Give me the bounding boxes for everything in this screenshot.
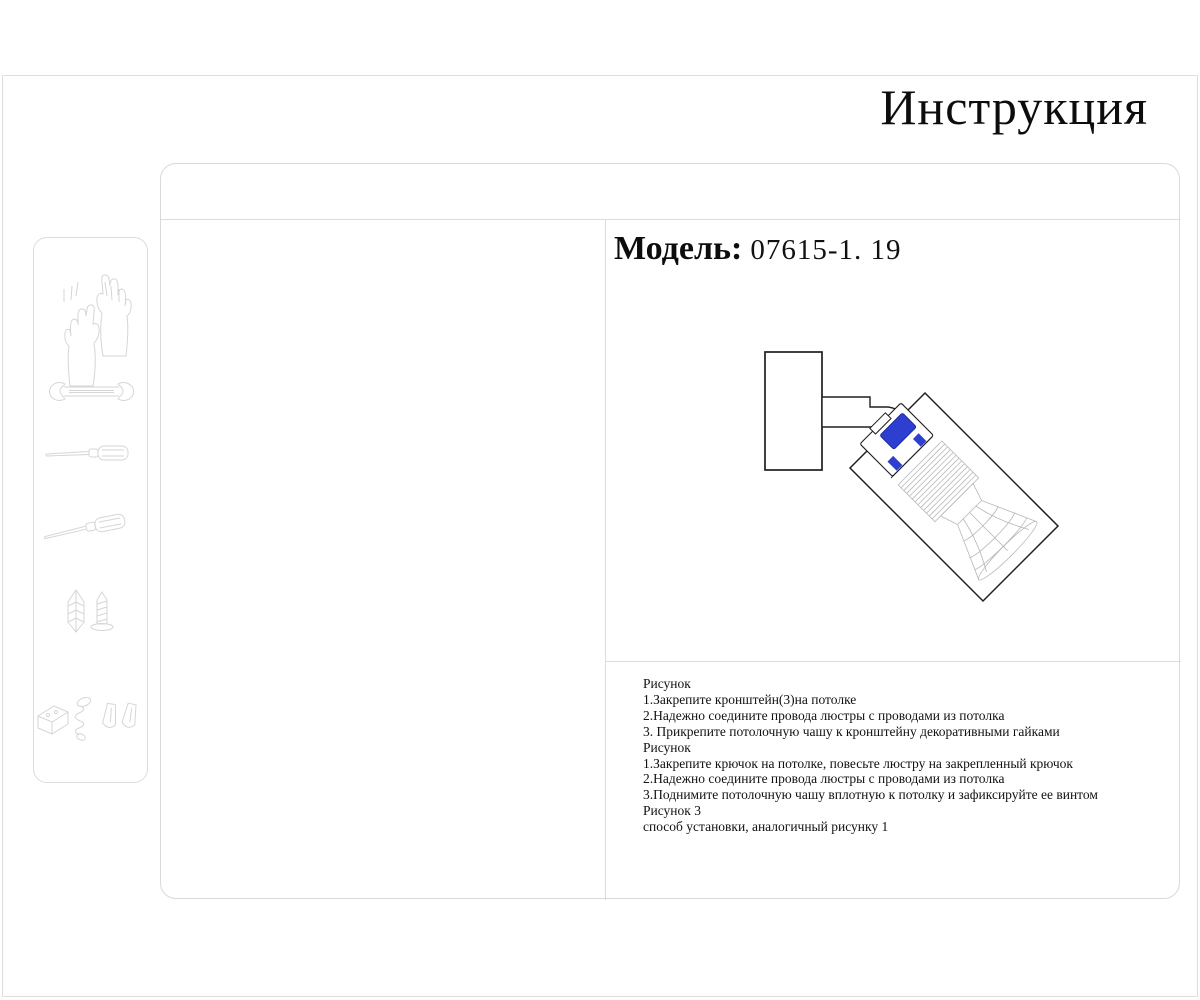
screwdriver-icon — [46, 446, 128, 460]
instruction-line: 3.Поднимите потолочную чашу вплотную к потолку и зафиксируйте ее винтом — [643, 787, 1098, 803]
card-vertical-divider — [605, 219, 606, 900]
wrench-icon — [49, 383, 133, 401]
installation-instructions — [643, 676, 1163, 835]
model-label: Модель: — [614, 230, 743, 267]
instruction-line: 2.Надежно соедините провода люстры с проводами из потолка — [643, 707, 1005, 723]
card-top-divider — [161, 219, 1179, 220]
instruction-line: Рисунок 3 — [643, 803, 701, 819]
instruction-line: 3. Прикрепите потолочную чашу к кронштейну декоративными гайками — [643, 723, 1060, 739]
spotlight-drawing — [610, 340, 1180, 650]
tools-icons-drawing — [34, 238, 149, 784]
mounting-hardware-icon — [38, 696, 139, 742]
gloves-icon — [64, 275, 131, 386]
page-title: Инструкция — [880, 79, 1148, 135]
screwdriver-angled-icon — [43, 513, 126, 542]
instruction-line: способ установки, аналогичный рисунку 1 — [643, 819, 889, 835]
instruction-line: 1.Закрепите кронштейн(3)на потолке — [643, 691, 857, 707]
mount-plate — [765, 352, 822, 470]
card-right-divider — [605, 661, 1181, 662]
instruction-line: Рисунок — [643, 676, 691, 691]
model-number: 07615-1. 19 — [750, 234, 902, 266]
instruction-line: Рисунок — [643, 739, 691, 755]
instruction-line: 2.Надежно соедините провода люстры с проводами из потолка — [643, 771, 1005, 787]
model-heading — [614, 230, 902, 268]
tools-sidebar — [33, 237, 148, 783]
instruction-line: 1.Закрепите крючок на потолке, повесьте люстру на закрепленный крючок — [643, 755, 1073, 771]
screws-icon — [68, 590, 113, 632]
